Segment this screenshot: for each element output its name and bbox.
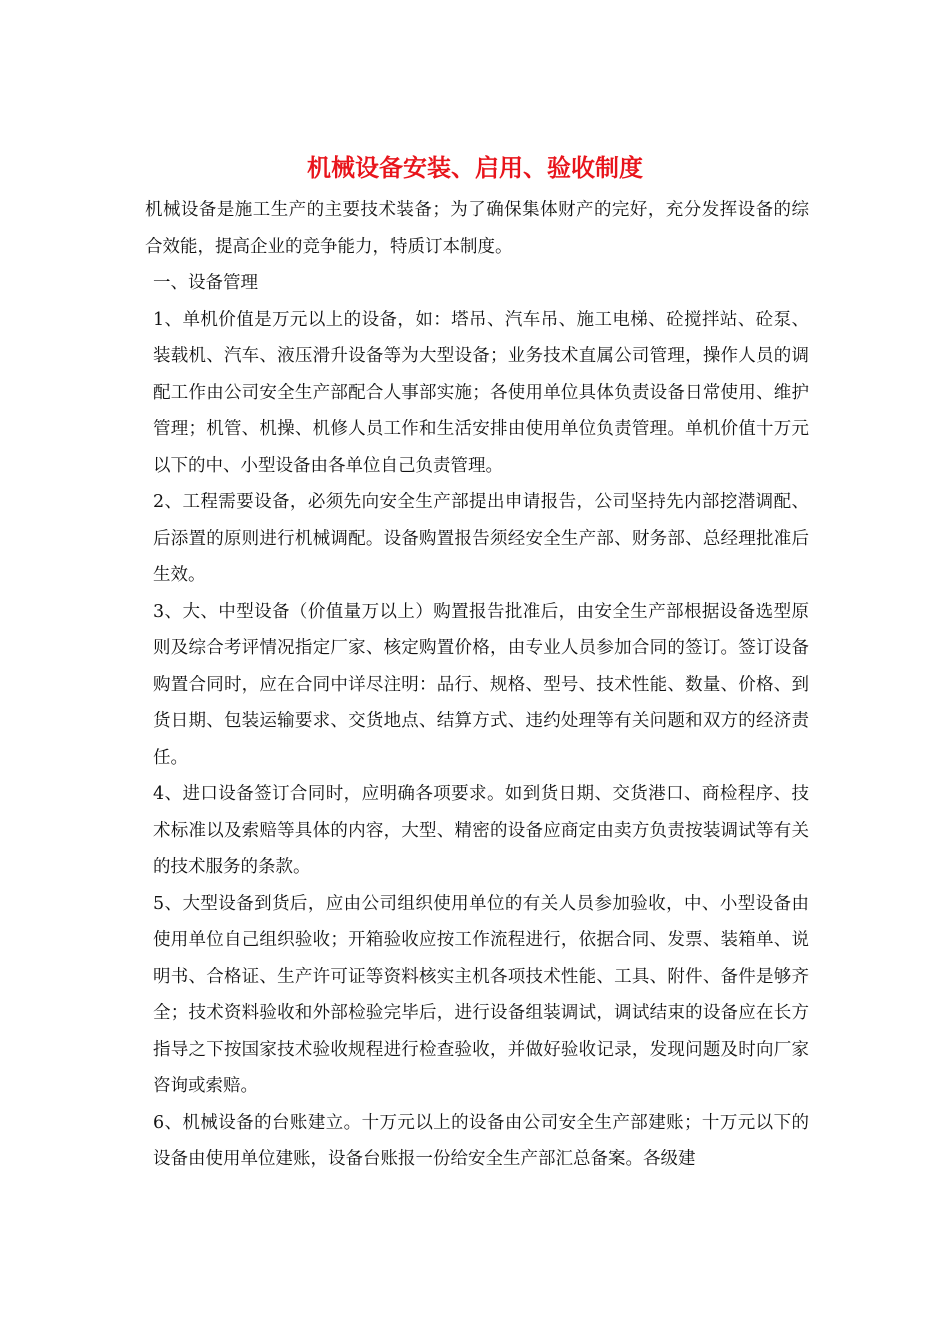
document-title: 机械设备安装、启用、验收制度 <box>307 153 643 182</box>
clause-paragraph: 1、单机价值是万元以上的设备，如：塔吊、汽车吊、施工电梯、砼搅拌站、砼泵、装载机、汽车、液压滑升设备等为大型设备；业务技术直属公司管理，操作人员的调配工作由公司安全生产部配合人事部实施；各使用单位具体负责设备日常使用、维护管理；机管、机操、机修人员工作和生活安排由使用单位负责管理。单机价值十万元以下的中、小型设备由各单位自己负责管理。 <box>153 309 809 476</box>
intro-paragraph: 机械设备是施工生产的主要技术装备；为了确保集体财产的完好，充分发挥设备的综合效能，提高企业的竞争能力，特质订本制度。 <box>145 200 809 257</box>
clause-paragraph: 2、工程需要设备，必须先向安全生产部提出申请报告，公司坚持先内部挖潜调配、后添置的原则进行机械调配。设备购置报告须经安全生产部、财务部、总经理批准后生效。 <box>153 492 809 585</box>
clause-paragraph: 4、进口设备签订合同时，应明确各项要求。如到货日期、交货港口、商检程序、技术标准以及索赔等具体的内容，大型、精密的设备应商定由卖方负责按装调试等有关的技术服务的条款。 <box>153 784 809 877</box>
clause-paragraph: 5、大型设备到货后，应由公司组织使用单位的有关人员参加验收，中、小型设备由使用单位自己组织验收；开箱验收应按工作流程进行，依据合同、发票、装箱单、说明书、合格证、生产许可证等资料核实主机各项技术性能、工具、附件、备件是够齐全；技术资料验收和外部检验完毕后，进行设备组装调试，调试结束的设备应在长方指导之下按国家技术验收规程进行检查验收，并做好验收记录，发现问题及时向厂家咨询或索赔。 <box>153 893 809 1096</box>
clause-paragraph: 3、大、中型设备（价值量万以上）购置报告批准后，由安全生产部根据设备选型原则及综合考评情况指定厂家、核定购置价格，由专业人员参加合同的签订。签订设备购置合同时，应在合同中详尽注明：品行、规格、型号、技术性能、数量、价格、到货日期、包装运输要求、交货地点、结算方式、违约处理等有关问题和双方的经济责任。 <box>153 601 809 768</box>
clause-paragraph: 6、机械设备的台账建立。十万元以上的设备由公司安全生产部建账；十万元以下的设备由使用单位建账，设备台账报一份给安全生产部汇总备案。各级建 <box>153 1112 809 1169</box>
section-heading: 一、设备管理 <box>153 273 258 293</box>
document-body <box>145 192 809 1178</box>
